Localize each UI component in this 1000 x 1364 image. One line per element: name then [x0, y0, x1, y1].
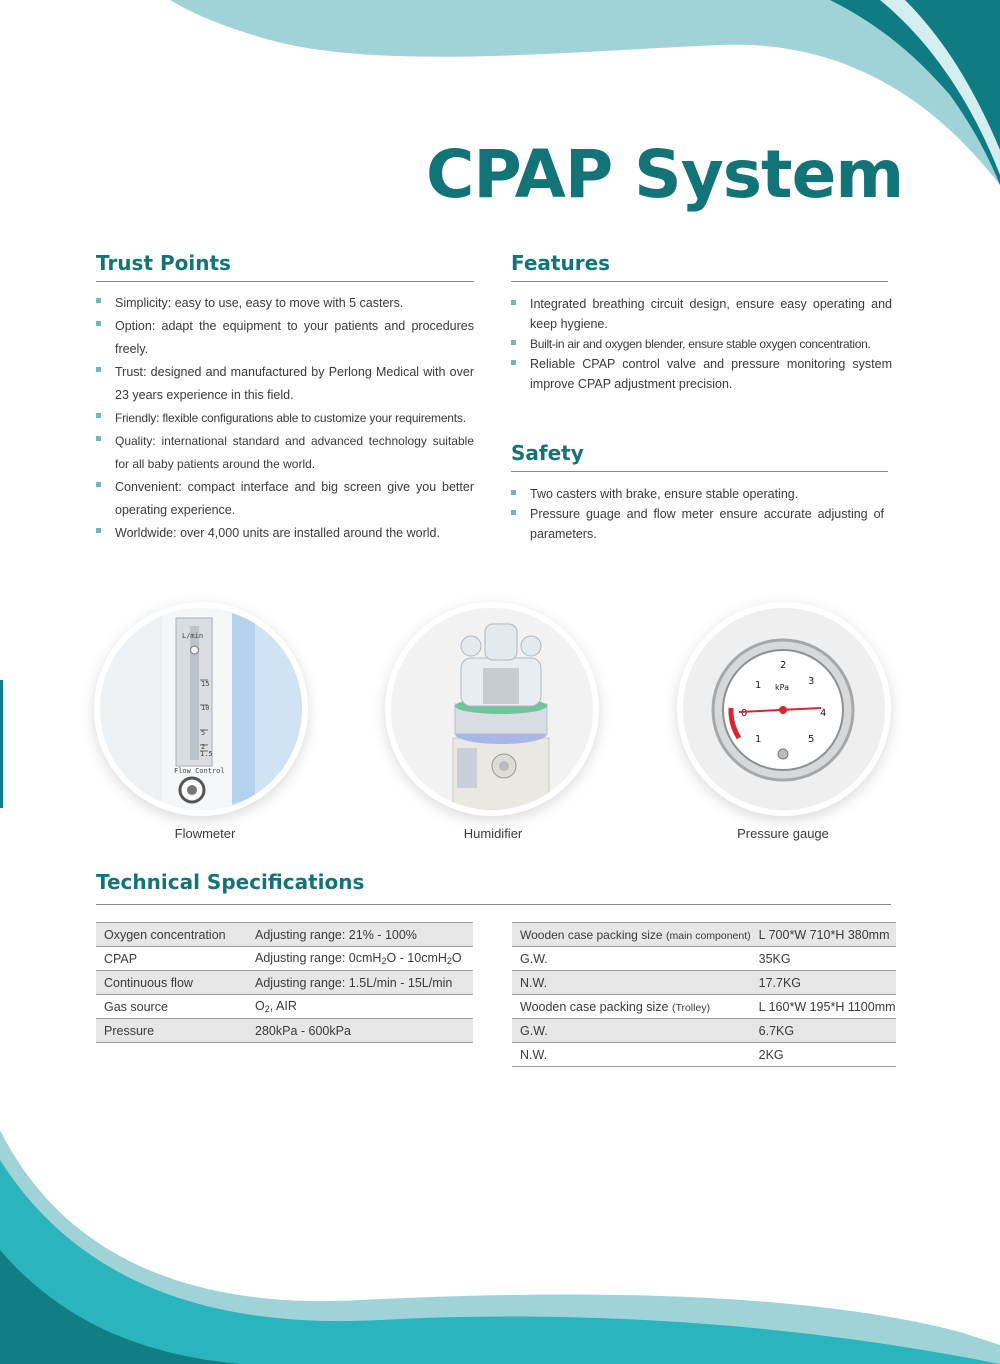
spec-value: 2KG — [751, 1043, 896, 1067]
flowmeter-tick: 10 — [201, 704, 210, 712]
list-item: Option: adapt the equipment to your patients and procedures freely. — [96, 315, 474, 361]
pressure-gauge-caption: Pressure gauge — [737, 826, 829, 841]
features-divider — [511, 281, 888, 282]
flowmeter-unit: L/min — [182, 632, 204, 640]
tech-specs-heading: Technical Specifications — [96, 870, 365, 894]
list-item: Trust: designed and manufactured by Perlong Medical with over 23 years experience in this field. — [96, 361, 474, 407]
flowmeter-label: Flow Control — [174, 767, 225, 775]
spec-label: N.W. — [512, 1043, 751, 1067]
features-list — [511, 294, 892, 394]
gauge-scale-label: 1 — [755, 734, 762, 745]
trust-points-heading: Trust Points — [96, 251, 231, 275]
spec-label: G.W. — [512, 947, 751, 971]
left-specs-table — [96, 922, 473, 1043]
flowmeter-tick: 15 — [201, 680, 210, 688]
list-item: Simplicity: easy to use, easy to move with 5 casters. — [96, 292, 474, 315]
list-item: Worldwide: over 4,000 units are installed around the world. — [96, 522, 474, 545]
table-row — [512, 923, 896, 947]
list-item: Convenient: compact interface and big screen give you better operating experience. — [96, 476, 474, 522]
table-row — [512, 995, 896, 1019]
gauge-scale-label: 3 — [808, 676, 815, 687]
spec-label: N.W. — [512, 971, 751, 995]
trust-points-divider — [96, 281, 474, 282]
flowmeter-caption: Flowmeter — [174, 826, 236, 841]
pressure-gauge-photo — [683, 608, 885, 810]
humidifier-photo — [391, 608, 593, 810]
table-row — [512, 947, 896, 971]
gauge-unit: kPa — [775, 683, 789, 692]
flowmeter-tick: 2 — [201, 743, 206, 751]
left-edge-accent — [0, 680, 3, 808]
spec-label: Wooden case packing size (Trolley) — [512, 995, 751, 1019]
flowmeter-tick: 5 — [201, 729, 206, 737]
trust-points-list — [96, 292, 474, 545]
table-row — [96, 971, 473, 995]
spec-value: $O_2$, AIR — [247, 995, 473, 1019]
gauge-scale-label: 5 — [808, 734, 815, 745]
spec-label: Continuous flow — [96, 971, 247, 995]
spec-value: L 700*W 710*H 380mm — [751, 923, 896, 947]
list-item: Integrated breathing circuit design, ensure easy operating and keep hygiene. — [511, 294, 892, 334]
gauge-scale-label: 2 — [780, 660, 787, 671]
spec-label: Pressure — [96, 1019, 247, 1043]
features-heading: Features — [511, 251, 611, 275]
table-row — [96, 995, 473, 1019]
list-item: Two casters with brake, ensure stable operating. — [511, 484, 884, 504]
spec-value: 6.7KG — [751, 1019, 896, 1043]
spec-value: 280kPa - 600kPa — [247, 1019, 473, 1043]
spec-value: 35KG — [751, 947, 896, 971]
spec-label: G.W. — [512, 1019, 751, 1043]
list-item: Built-in air and oxygen blender, ensure stable oxygen concentration. — [511, 334, 892, 354]
safety-divider — [511, 471, 888, 472]
gauge-scale-label: 0 — [741, 708, 748, 719]
tech-specs-divider — [96, 904, 891, 905]
spec-value: Adjusting range: 21% - 100% — [247, 923, 473, 947]
list-item: Quality: international standard and advanced technology suitable for all baby patients around the world. — [96, 430, 474, 476]
spec-label: Gas source — [96, 995, 247, 1019]
list-item: Pressure guage and flow meter ensure accurate adjusting of parameters. — [511, 504, 884, 544]
table-row — [96, 1019, 473, 1043]
table-row — [512, 1043, 896, 1067]
table-row — [512, 971, 896, 995]
table-row — [96, 947, 473, 971]
spec-value: L 160*W 195*H 1100mm — [751, 995, 896, 1019]
humidifier-caption: Humidifier — [463, 826, 523, 841]
flowmeter-tick: 1.5 — [200, 750, 213, 758]
spec-label: CPAP — [96, 947, 247, 971]
spec-value: Adjusting range: 0cmH$_2$O - 10cmH$_2$O — [247, 947, 473, 971]
table-row — [96, 923, 473, 947]
safety-heading: Safety — [511, 441, 584, 465]
spec-value: 17.7KG — [751, 971, 896, 995]
list-item: Friendly: flexible configurations able to customize your requirements. — [96, 407, 474, 430]
table-row — [512, 1019, 896, 1043]
flowmeter-photo — [100, 608, 302, 810]
spec-label: Oxygen concentration — [96, 923, 247, 947]
right-specs-table — [512, 922, 896, 1067]
spec-value: Adjusting range: 1.5L/min - 15L/min — [247, 971, 473, 995]
page-title: CPAP System — [426, 136, 904, 213]
gauge-scale-label: 4 — [820, 708, 827, 719]
gauge-scale-label: 1 — [755, 680, 762, 691]
spec-label: Wooden case packing size (main component) — [512, 923, 751, 947]
safety-list — [511, 484, 884, 544]
list-item: Reliable CPAP control valve and pressure monitoring system improve CPAP adjustment precision. — [511, 354, 892, 394]
